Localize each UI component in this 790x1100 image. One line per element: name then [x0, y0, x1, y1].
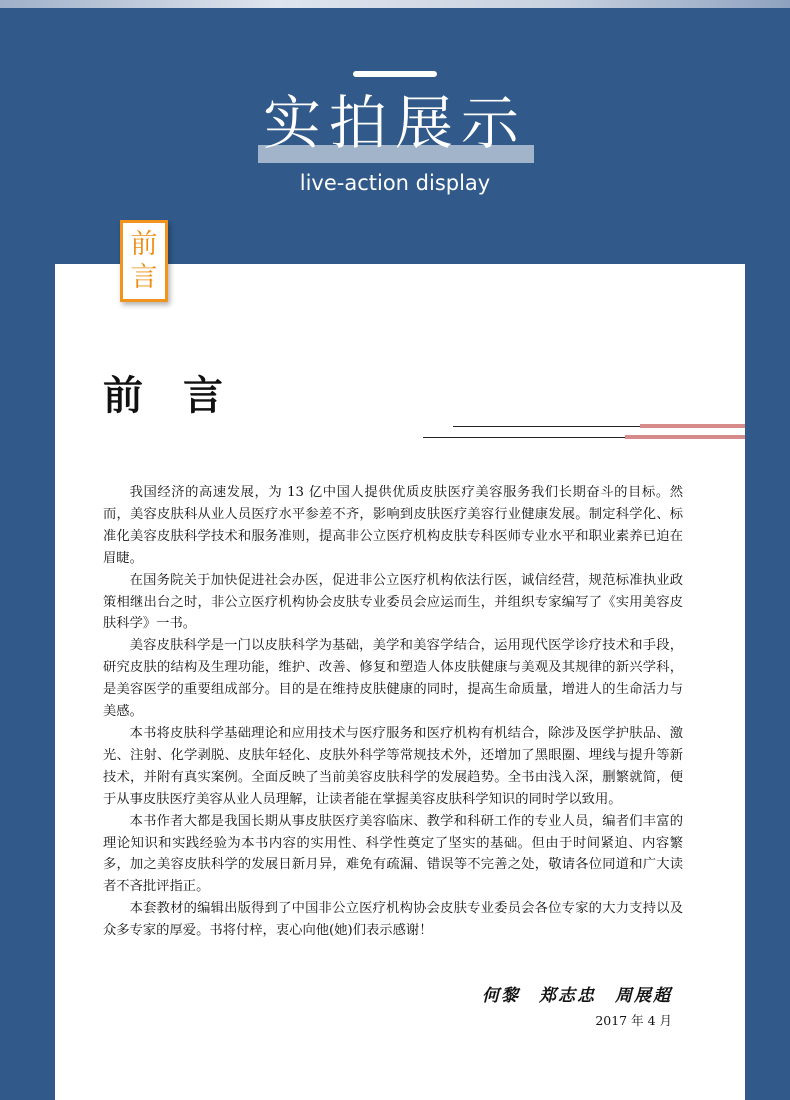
author-signature: 何黎 郑志忠 周展超	[482, 986, 672, 1006]
preface-tag-char-1: 前	[130, 229, 158, 260]
preface-tag-char-2: 言	[130, 262, 158, 293]
paragraph: 在国务院关于加快促进社会办医，促进非公立医疗机构依法行医，诚信经营，规范标准执业政策相继出台之时，非公立医疗机构协会皮肤专业委员会应运而生，并组织专家编写了《实用美容皮肤科学》一书。	[103, 572, 683, 632]
document-date: 2017 年 4 月	[595, 1013, 672, 1028]
preface-tag	[120, 220, 168, 302]
document-body	[103, 482, 683, 942]
paragraph: 美容皮肤科学是一门以皮肤科学为基础，美学和美容学结合，运用现代医学诊疗技术和手段，研究皮肤的结构及生理功能，维护、改善、修复和塑造人体皮肤健康与美观及其规律的新兴学科，是美容医学的重要组成部分。目的是在维持皮肤健康的同时，提高生命质量，增进人的生命活力与美感。	[103, 638, 683, 720]
heading-accent-lower	[625, 435, 745, 439]
paragraph: 本书将皮肤科学基础理论和应用技术与医疗服务和医疗机构有机结合，除涉及医学护肤品、激光、注射、化学剥脱、皮肤年轻化、皮肤外科学等常规技术外，还增加了黑眼圈、埋线与提升等新技术，并附有真实案例。全面反映了当前美容皮肤科学的发展趋势。全书由浅入深，删繁就简，便于从事皮肤医疗美容从业人员理解，让读者能在掌握美容皮肤科学知识的同时学以致用。	[103, 725, 683, 807]
heading-accent-upper	[640, 424, 745, 428]
paragraph: 本书作者大都是我国长期从事皮肤医疗美容临床、教学和科研工作的专业人员，编者们丰富的理论知识和实践经验为本书内容的实用性、科学性奠定了坚实的基础。但由于时间紧迫、内容繁多，加之美容皮肤科学的发展日新月异，难免有疏漏、错误等不完善之处，敬请各位同道和广大读者不吝批评指正。	[103, 813, 683, 895]
title-decoration-bar	[353, 71, 437, 77]
document-heading: 前言	[103, 372, 263, 419]
page-subtitle: live-action display	[299, 171, 491, 195]
paragraph: 我国经济的高速发展，为 13 亿中国人提供优质皮肤医疗美容服务我们长期奋斗的目标。然而，美容皮肤科从业人员医疗水平参差不齐，影响到皮肤医疗美容行业健康发展。制定科学化、标准化美容皮肤科学技术和服务准则，提高非公立医疗机构皮肤专科医师专业水平和职业素养已迫在眉睫。	[103, 485, 683, 566]
top-image-strip	[0, 0, 790, 8]
paragraph: 本套教材的编辑出版得到了中国非公立医疗机构协会皮肤专业委员会各位专家的大力支持以及众多专家的厚爱。书将付梓，衷心向他(她)们表示感谢！	[103, 901, 683, 939]
page-title: 实拍展示	[262, 89, 527, 157]
